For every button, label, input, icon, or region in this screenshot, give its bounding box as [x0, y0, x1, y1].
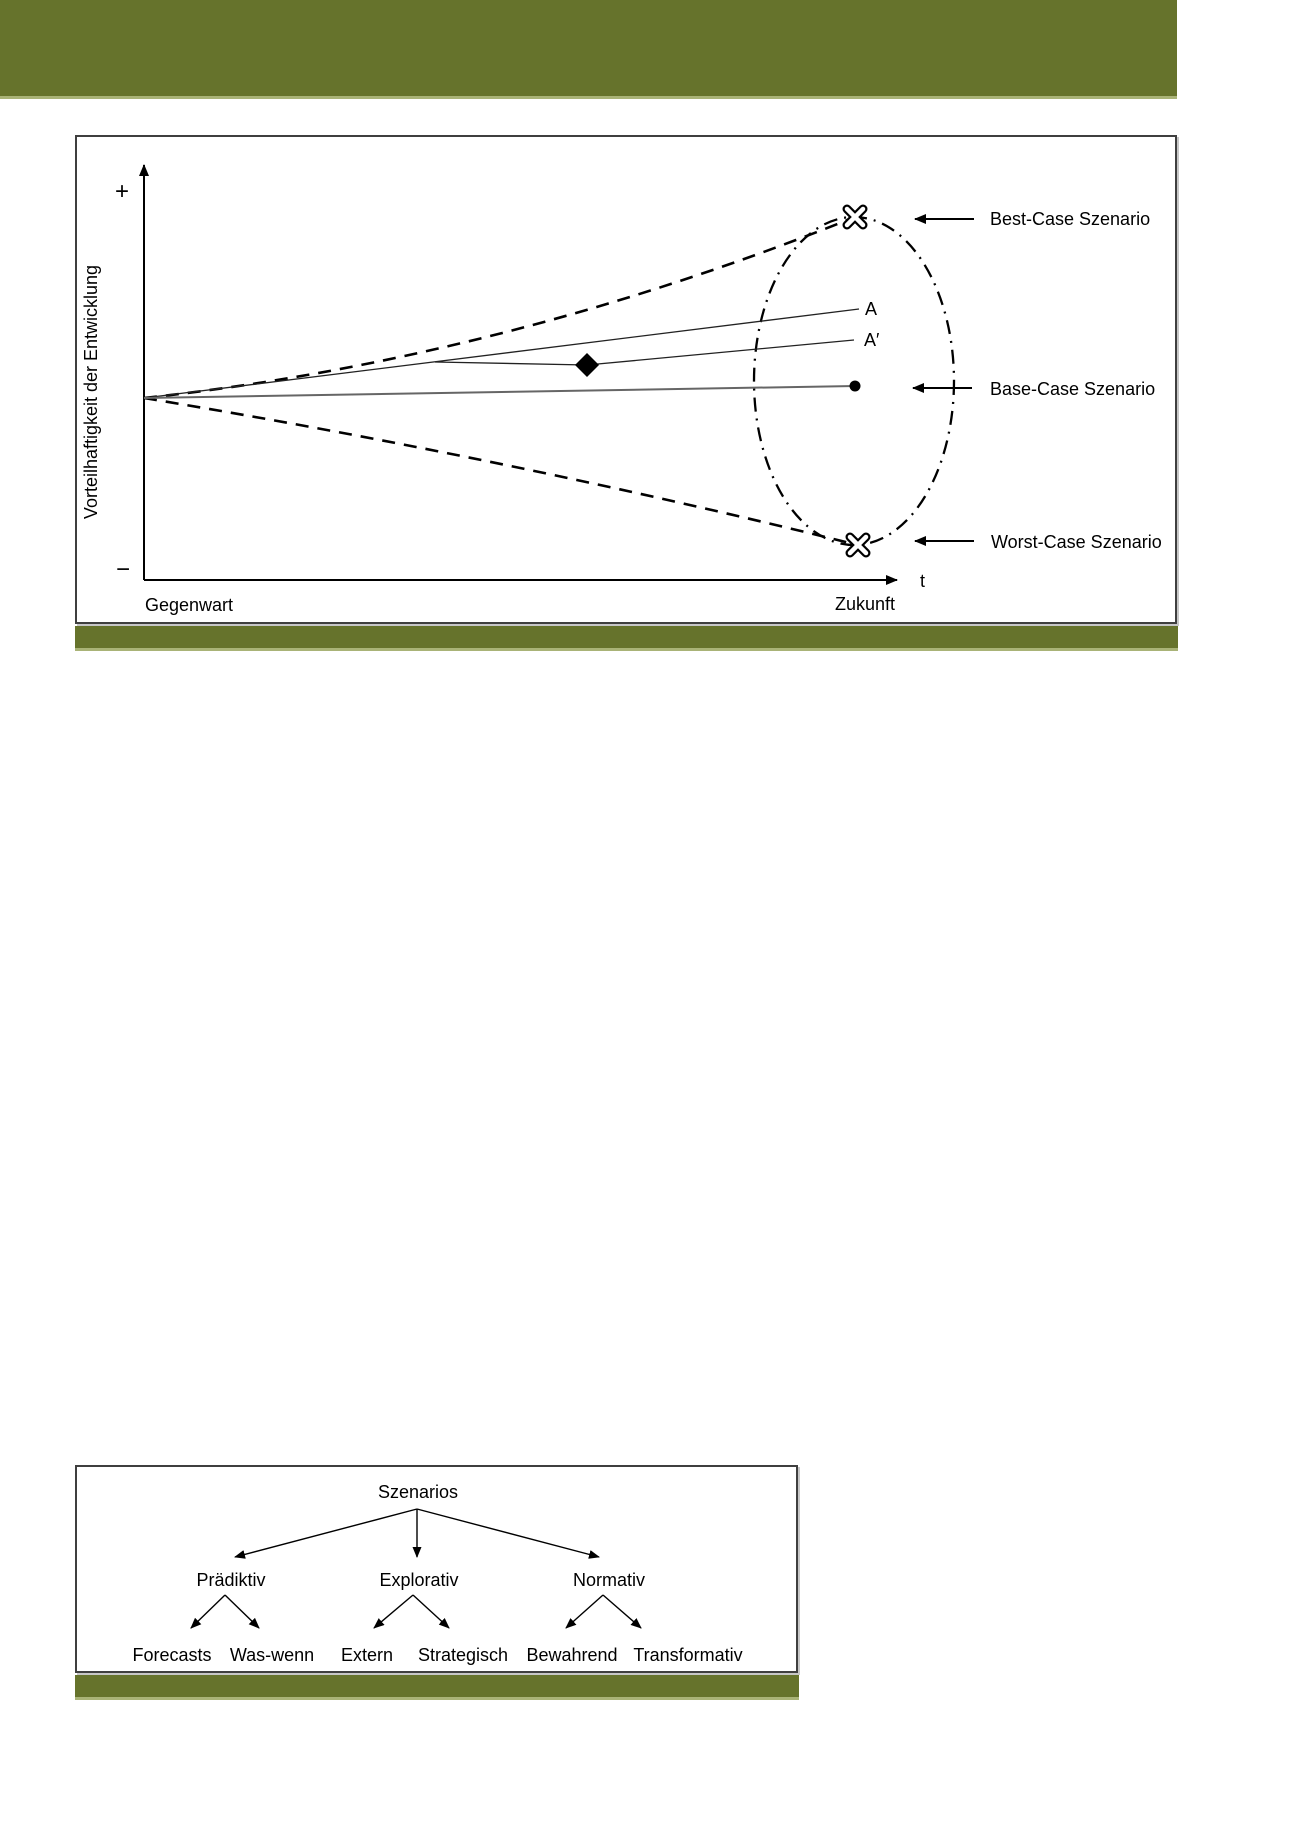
page-header-band	[0, 0, 1177, 99]
y-axis-minus-label: −	[115, 556, 131, 583]
y-axis-plus-label: +	[114, 178, 130, 205]
line-a-label: A	[865, 299, 878, 319]
base-case-point-marker	[850, 381, 861, 392]
arrow-normativ-to-bewahrend	[566, 1595, 603, 1628]
line-a-prime-label: A′	[864, 330, 880, 350]
scenario-typology-figure	[75, 1465, 798, 1673]
scenario-funnel-figure	[75, 135, 1177, 624]
tree-root-label: Szenarios	[377, 1482, 459, 1502]
best-case-label: Best-Case Szenario	[990, 209, 1151, 229]
best-case-x-marker	[847, 209, 863, 225]
y-axis-title: Vorteilhaftigkeit der Entwicklung	[81, 264, 101, 520]
tree-leaf-was-wenn: Was-wenn	[229, 1645, 315, 1665]
arrow-normativ-to-transformativ	[603, 1595, 641, 1628]
figure2-caption-band	[75, 1675, 799, 1700]
tree-node-normativ: Normativ	[572, 1570, 646, 1590]
arrow-root-to-praediktiv	[235, 1509, 417, 1557]
tree-leaf-transformativ: Transformativ	[633, 1645, 743, 1665]
funnel-lower-boundary	[144, 398, 858, 545]
base-case-label: Base-Case Szenario	[990, 379, 1156, 399]
worst-case-x-marker	[850, 537, 866, 553]
x-axis-t-label: t	[920, 571, 926, 591]
funnel-upper-boundary	[144, 217, 855, 398]
trend-line-a	[144, 309, 859, 398]
scenario-funnel-canvas	[77, 137, 1175, 622]
arrow-explorativ-to-strategisch	[413, 1595, 449, 1628]
tree-node-explorativ: Explorativ	[379, 1570, 459, 1590]
tree-leaf-forecasts: Forecasts	[132, 1645, 212, 1665]
arrow-root-to-normativ	[417, 1509, 599, 1557]
arrow-praediktiv-to-was-wenn	[225, 1595, 259, 1628]
x-axis-present-label: Gegenwart	[145, 595, 234, 615]
worst-case-label: Worst-Case Szenario	[991, 532, 1162, 552]
tree-leaf-extern: Extern	[340, 1645, 394, 1665]
x-axis-future-label: Zukunft	[834, 594, 896, 614]
scenario-tree-canvas	[77, 1467, 796, 1671]
tree-leaf-strategisch: Strategisch	[417, 1645, 509, 1665]
base-case-line	[144, 386, 855, 398]
figure1-caption-band	[75, 626, 1178, 651]
trend-line-a-prime	[435, 340, 854, 365]
arrow-explorativ-to-extern	[374, 1595, 413, 1628]
tree-node-praediktiv: Prädiktiv	[196, 1570, 266, 1590]
tree-leaf-bewahrend: Bewahrend	[526, 1645, 618, 1665]
disruption-diamond-marker	[575, 353, 599, 377]
arrow-praediktiv-to-forecasts	[191, 1595, 225, 1628]
